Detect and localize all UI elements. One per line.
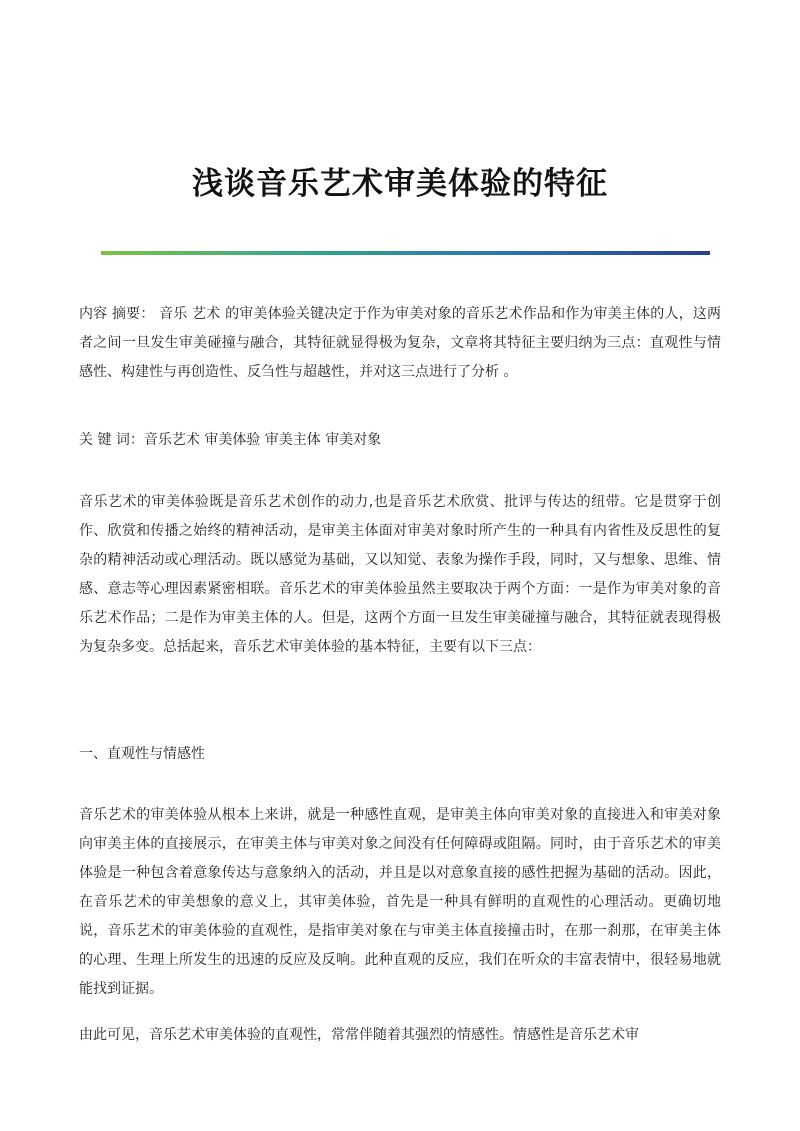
document-title: 浅谈音乐艺术审美体验的特征 bbox=[192, 166, 608, 202]
section-body-block bbox=[79, 801, 721, 1004]
keywords-block bbox=[79, 426, 721, 455]
title-divider bbox=[101, 251, 710, 255]
keywords-text: 关 键 词：音乐艺术 审美体验 审美主体 审美对象 bbox=[79, 432, 382, 448]
section-heading: 一、直观性与情感性 bbox=[79, 746, 205, 762]
section-paragraph-2: 由此可见，音乐艺术审美体验的直观性，常常伴随着其强烈的情感性。情感性是音乐艺术审 bbox=[79, 1027, 639, 1043]
intro-block bbox=[79, 488, 721, 662]
abstract-block bbox=[79, 300, 721, 387]
abstract-text: 内容 摘要： 音乐 艺术 的审美体验关键决定于作为审美对象的音乐艺术作品和作为审美主体的人，这两者之间一旦发生审美碰撞与融合，其特征就显得极为复杂，文章将其特征主要归纳为三点：直观性与情感性、构建性与再创造性、反刍性与超越性，并对这三点进行了分析 。 bbox=[79, 306, 721, 380]
section-paragraph: 音乐艺术的审美体验从根本上来讲，就是一种感性直观，是审美主体向审美对象的直接进入和审美对象向审美主体的直接展示，在审美主体与审美对象之间没有任何障碍或阻隔。同时，由于音乐艺术的审美体验是一种包含着意象传达与意象纳入的活动，并且是以对意象直接的感性把握为基础的活动。因此，在音乐艺术的审美想象的意义上，其审美体验，首先是一种具有鲜明的直观性的心理活动。更确切地说，音乐艺术的审美体验的直观性，是指审美对象在与审美主体直接撞击时，在那一刹那，在审美主体的心理、生理上所发生的迅速的反应及反响。此种直观的反应，我们在听众的丰富表情中，很轻易地就能找到证据。 bbox=[79, 807, 721, 997]
intro-paragraph: 音乐艺术的审美体验既是音乐艺术创作的动力,也是音乐艺术欣赏、批评与传达的纽带。它是贯穿于创作、欣赏和传播之始终的精神活动，是审美主体面对审美对象时所产生的一种具有内省性及反思性的复杂的精神活动或心理活动。既以感觉为基础，又以知觉、表象为操作手段，同时，又与想象、思维、情感、意志等心理因素紧密相联。音乐艺术的审美体验虽然主要取决于两个方面：一是作为审美对象的音乐艺术作品；二是作为审美主体的人。但是，这两个方面一旦发生审美碰撞与融合，其特征就表现得极为复杂多变。总括起来，音乐艺术审美体验的基本特征，主要有以下三点： bbox=[79, 494, 721, 655]
section-body-block-2 bbox=[79, 1021, 721, 1050]
